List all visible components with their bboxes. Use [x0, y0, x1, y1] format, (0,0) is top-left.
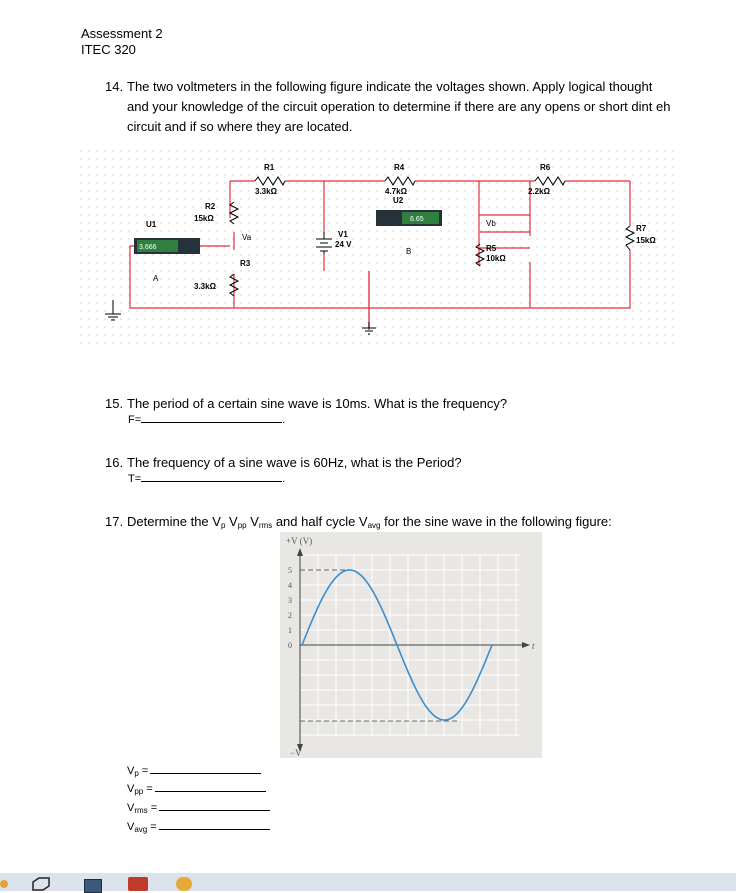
q16-answer-blank[interactable]	[141, 481, 282, 482]
q15-answer-line[interactable]	[128, 414, 285, 426]
r7-name: R7	[636, 224, 647, 233]
vpp-answer-blank[interactable]	[155, 791, 266, 792]
vrms-label: $V_{rms}$ =	[127, 802, 158, 815]
v1-name: V1	[338, 230, 348, 239]
y-axis-label: +V (V)	[286, 536, 313, 546]
r5-name: R5	[486, 244, 497, 253]
vavg-answer-line[interactable]	[127, 821, 270, 834]
node-va-label: Va	[242, 233, 252, 242]
r1-name: R1	[264, 163, 275, 172]
q17-text: Determine the $V_p$ $V_{pp}$ $V_{rms}$ and half cycle $V_{avg}$ for the sine wave in the following figure:	[127, 514, 612, 530]
q16-answer-label: T=	[128, 473, 142, 485]
vp-label: $V_p$ =	[127, 765, 149, 778]
u2-name: U2	[393, 196, 404, 205]
q15-answer-label: F=	[128, 414, 142, 426]
y-tick-label: 2	[288, 611, 292, 620]
r2-name: R2	[205, 202, 216, 211]
vpp-label: $V_{pp}$ =	[127, 783, 153, 796]
q15-number: 15.	[105, 396, 124, 411]
vavg-answer-blank[interactable]	[159, 829, 270, 830]
vp-answer-line[interactable]	[127, 765, 261, 778]
r6-name: R6	[540, 163, 551, 172]
r3-value: 3.3kΩ	[194, 282, 216, 291]
r1-value: 3.3kΩ	[255, 187, 277, 196]
q17-number: 17.	[105, 514, 124, 529]
taskbar-app-icon[interactable]	[30, 876, 52, 891]
q15-answer-blank[interactable]	[141, 422, 282, 423]
node-vb-label: Vb	[486, 219, 496, 228]
y-tick-label: 1	[288, 626, 292, 635]
r6-value: 2.2kΩ	[528, 187, 550, 196]
u1-probe-label: A	[153, 274, 159, 283]
q14-number: 14.	[105, 79, 124, 94]
x-axis-label: t	[532, 641, 535, 651]
q15-text: The period of a certain sine wave is 10ms. What is the frequency?	[127, 396, 508, 411]
q14-line-1: The two voltmeters in the following figure indicate the voltages shown. Apply logical thought	[127, 79, 653, 94]
u2-probe-label: B	[406, 247, 412, 256]
r3-name: R3	[240, 259, 251, 268]
q15-answer-end: .	[282, 414, 286, 426]
u1-name: U1	[146, 220, 157, 229]
y-tick-label: 0	[288, 641, 292, 650]
r4-name: R4	[394, 163, 405, 172]
vrms-answer-blank[interactable]	[159, 810, 270, 811]
doc-title: Assessment 2	[81, 26, 163, 41]
y-tick-label: 3	[288, 596, 292, 605]
u1-reading: 3.666	[139, 244, 157, 251]
q16-number: 16.	[105, 455, 124, 470]
vp-answer-blank[interactable]	[150, 773, 261, 774]
v1-value: 24 V	[335, 240, 352, 249]
taskbar	[0, 873, 736, 891]
taskbar-folder-icon[interactable]	[176, 877, 192, 891]
q14-line-3: circuit and if so where they are located.	[127, 119, 353, 134]
circuit-diagram	[80, 150, 680, 346]
r7-value: 15kΩ	[636, 236, 656, 245]
sine-wave-figure	[280, 532, 542, 758]
y-axis-neg-label: −V	[290, 748, 302, 758]
u2-reading: 6.65	[410, 216, 424, 223]
vrms-answer-line[interactable]	[127, 802, 270, 815]
r4-value: 4.7kΩ	[385, 187, 407, 196]
y-tick-label: 5	[288, 566, 292, 575]
vavg-label: $V_{avg}$ =	[127, 821, 157, 834]
taskbar-media-icon[interactable]	[128, 877, 148, 891]
q16-text: The frequency of a sine wave is 60Hz, what is the Period?	[127, 455, 462, 470]
q16-answer-line[interactable]	[128, 473, 285, 485]
taskbar-dot-icon[interactable]	[0, 880, 8, 888]
q16-answer-end: .	[282, 473, 286, 485]
q14-line-2: and your knowledge of the circuit operation to determine if there are any opens or short dint eh	[127, 99, 671, 114]
r5-value: 10kΩ	[486, 254, 506, 263]
course-code: ITEC 320	[81, 42, 136, 57]
vpp-answer-line[interactable]	[127, 783, 266, 796]
y-tick-label: 4	[288, 581, 292, 590]
r2-value: 15kΩ	[194, 214, 214, 223]
